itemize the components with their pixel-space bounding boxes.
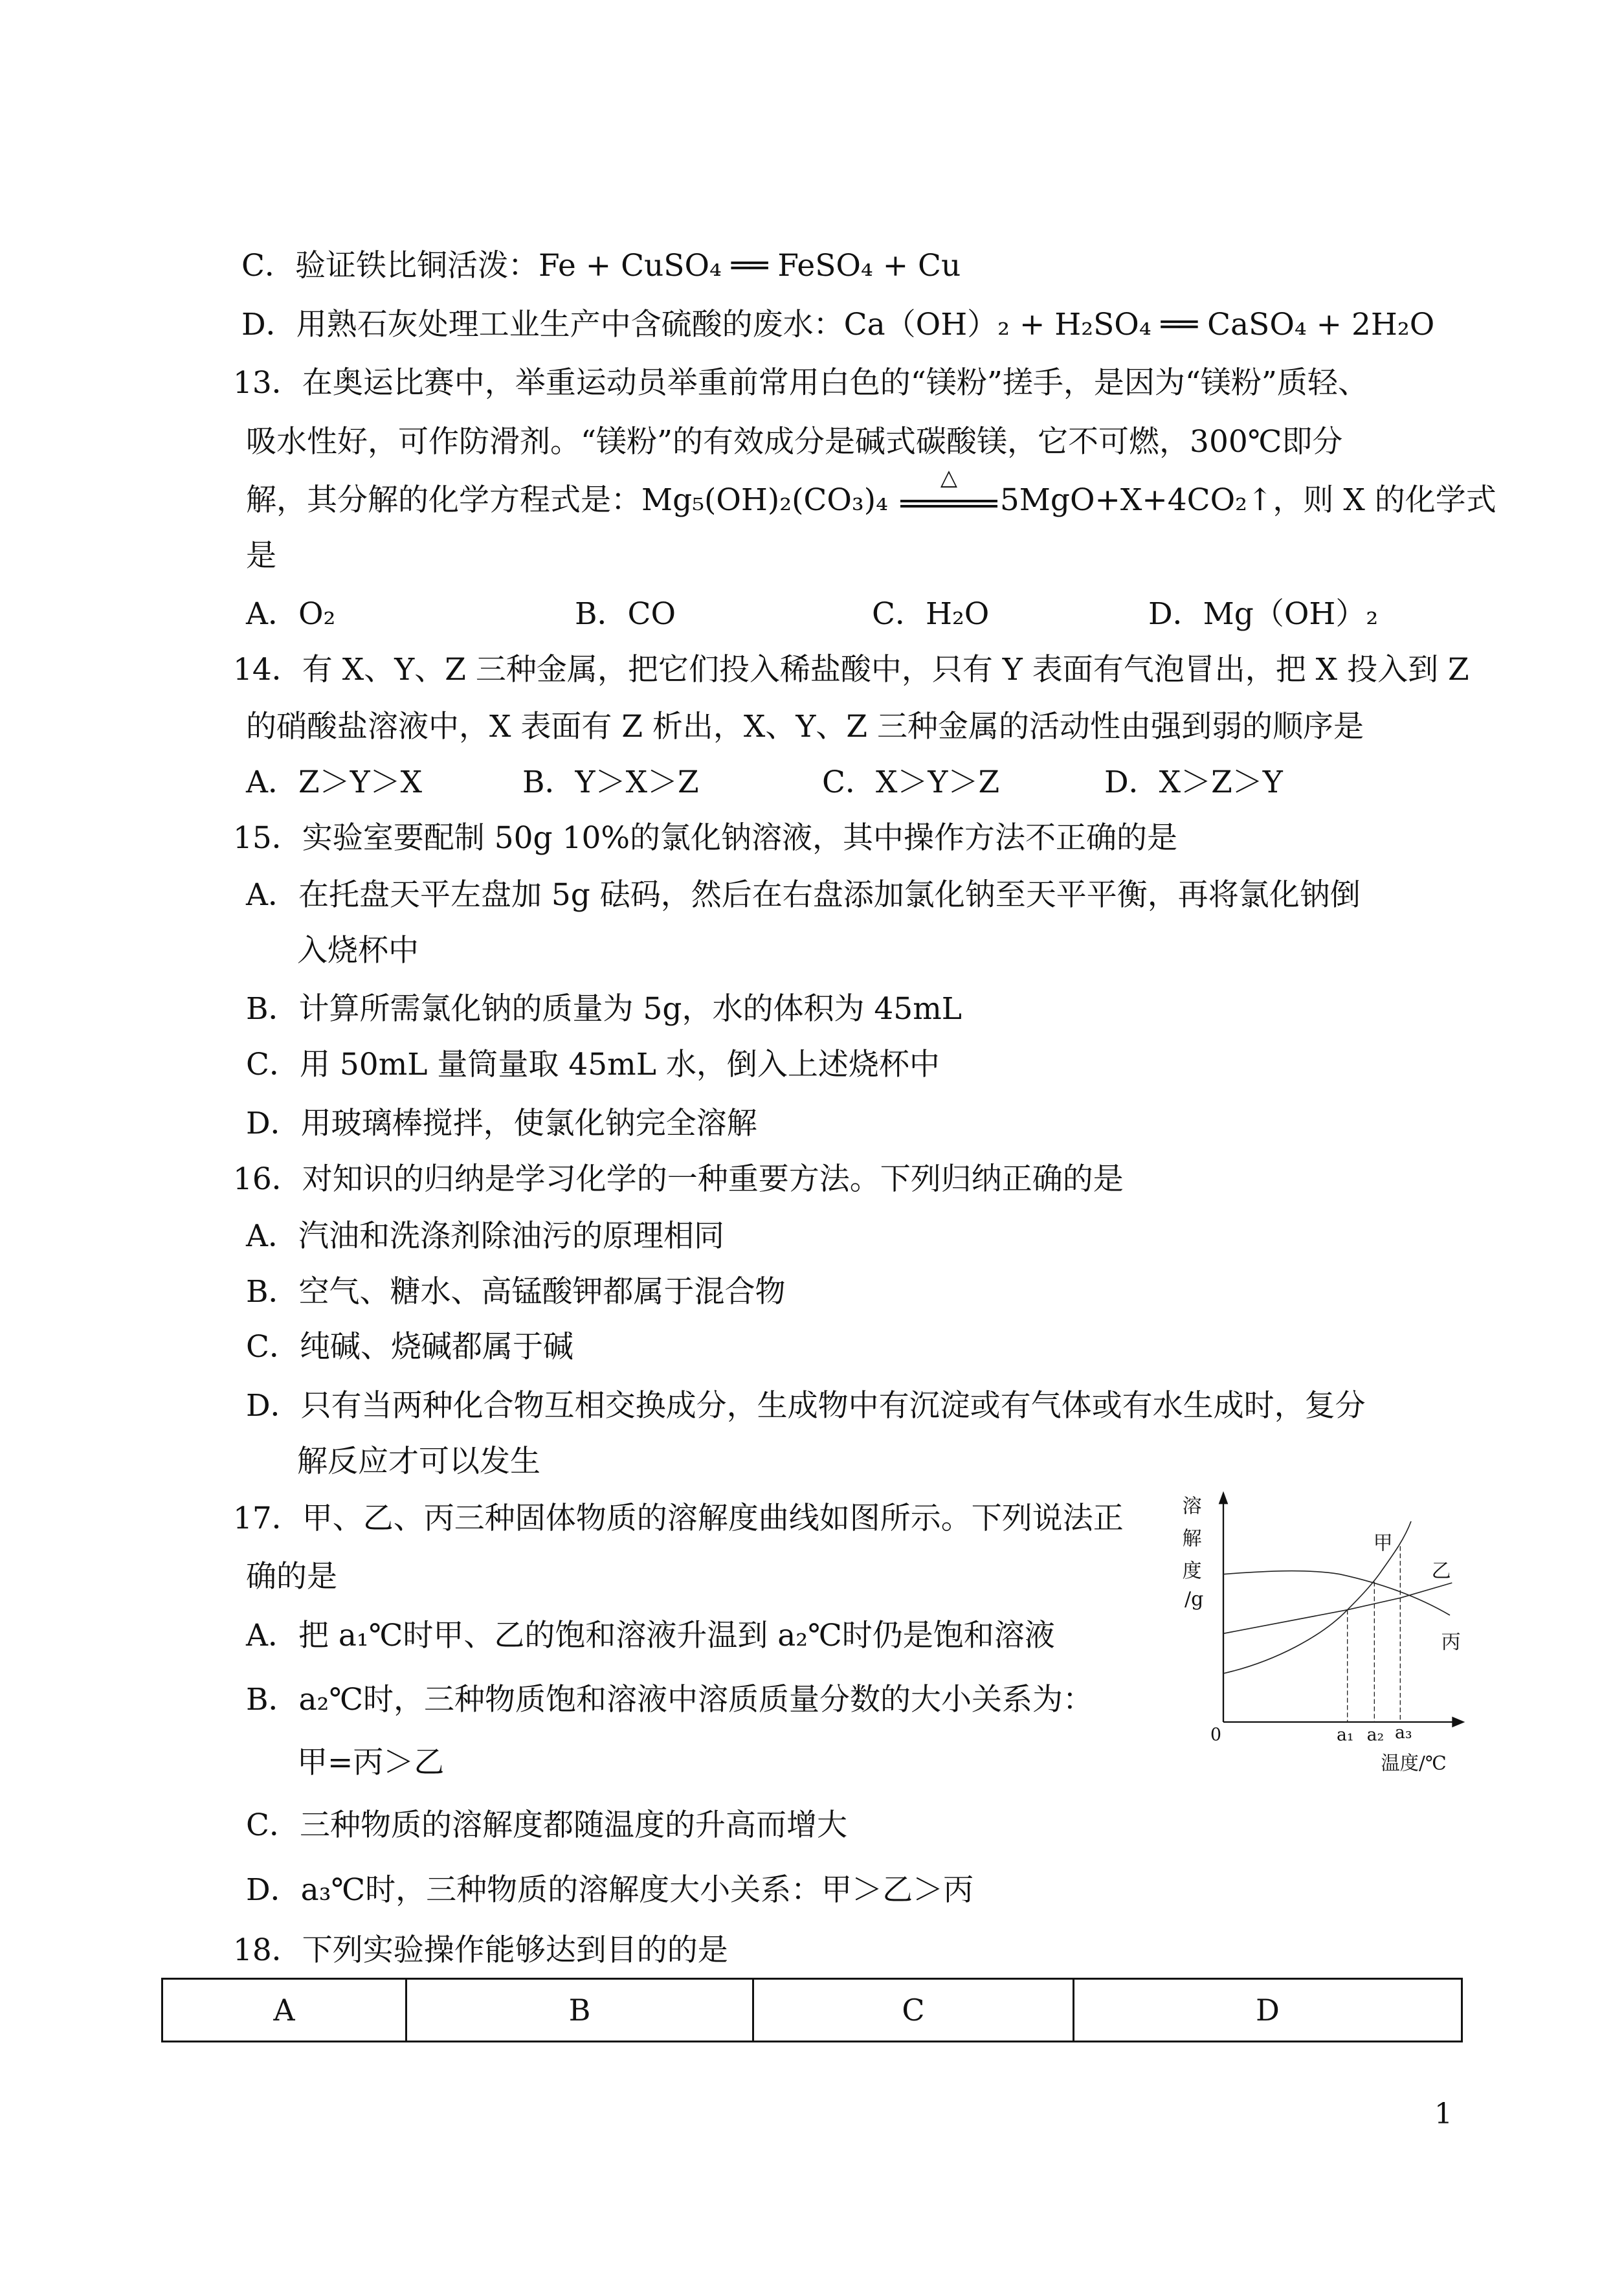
x-axis-label: 温度/℃	[1381, 1752, 1447, 1774]
y-label-2: 解	[1182, 1527, 1202, 1550]
q18-table	[161, 1978, 1463, 2042]
q17-option-b-line2: 甲=丙＞乙	[297, 1745, 445, 1780]
q17-stem-line2: 确的是	[246, 1559, 337, 1594]
q16-option-b: B．空气、糖水、高锰酸钾都属于混合物	[246, 1274, 786, 1310]
q14-stem-line2: 的硝酸盐溶液中，X 表面有 Z 析出，X、Y、Z 三种金属的活动性由强到弱的顺序是	[246, 709, 1364, 744]
q15-option-c: C．用 50mL 量筒量取 45mL 水，倒入上述烧杯中	[246, 1047, 940, 1082]
equation-products: 5MgO+X+4CO₂↑，则 X 的化学式	[999, 482, 1496, 518]
page-number: 1	[1434, 2097, 1452, 2131]
equation-reactant: 解，其分解的化学方程式是：Mg₅(OH)₂(CO₃)₄	[246, 482, 888, 518]
y-label-4: /g	[1185, 1588, 1204, 1611]
q17-option-b-line1: B．a₂℃时，三种物质饱和溶液中溶质质量分数的大小关系为：	[246, 1682, 1093, 1717]
q13-option-b: B．CO	[575, 596, 676, 632]
q12-option-c: C．验证铁比铜活泼：Fe + CuSO₄ ══ FeSO₄ + Cu	[241, 248, 961, 284]
series-label-jia: 甲	[1373, 1532, 1393, 1555]
series-label-bing: 丙	[1441, 1631, 1461, 1654]
table-header-row	[162, 1979, 1462, 2042]
y-label-1: 溶	[1182, 1495, 1202, 1518]
q14-option-c: C．X＞Y＞Z	[822, 765, 1000, 800]
q13-option-c: C．H₂O	[872, 596, 990, 632]
header-c: C	[753, 1979, 1074, 2042]
header-d: D	[1074, 1979, 1462, 2042]
tick-a1: a₁	[1337, 1725, 1354, 1745]
origin-label: 0	[1210, 1725, 1221, 1745]
q14-option-a: A．Z＞Y＞X	[246, 765, 423, 800]
reaction-condition-sign	[900, 465, 997, 515]
q17-option-d: D．a₃℃时，三种物质的溶解度大小关系：甲＞乙＞丙	[246, 1872, 974, 1908]
solubility-curve-chart	[1133, 1476, 1495, 1787]
q17-option-c: C．三种物质的溶解度都随温度的升高而增大	[246, 1807, 847, 1843]
q13-stem-line3	[246, 465, 1496, 526]
q16-stem: 16．对知识的归纳是学习化学的一种重要方法。下列归纳正确的是	[233, 1161, 1124, 1197]
q14-option-b: B．Y＞X＞Z	[522, 765, 699, 800]
tick-a3: a₃	[1395, 1723, 1412, 1743]
curve-yi	[1223, 1583, 1452, 1633]
q14-stem-line1: 14．有 X、Y、Z 三种金属，把它们投入稀盐酸中，只有 Y 表面有气泡冒出，把 X 投入到 Z	[233, 652, 1469, 688]
q14-option-d: D．X＞Z＞Y	[1104, 765, 1283, 800]
heat-triangle-icon: △	[940, 465, 957, 491]
q13-stem-line2: 吸水性好，可作防滑剂。“镁粉”的有效成分是碱式碳酸镁，它不可燃，300℃即分	[246, 424, 1343, 460]
q15-option-b: B．计算所需氯化钠的质量为 5g，水的体积为 45mL	[246, 991, 962, 1027]
tick-a2: a₂	[1366, 1725, 1385, 1745]
q13-stem-line4: 是	[246, 538, 276, 574]
q16-option-c: C．纯碱、烧碱都属于碱	[246, 1329, 573, 1365]
header-a: A	[162, 1979, 406, 2042]
q15-option-a-line1: A．在托盘天平左盘加 5g 砝码，然后在右盘添加氯化钠至天平平衡，再将氯化钠倒	[246, 877, 1361, 913]
q15-option-a-line2: 入烧杯中	[297, 933, 419, 968]
q16-option-a: A．汽油和洗涤剂除油污的原理相同	[246, 1218, 724, 1254]
x-axis-arrow-icon	[1452, 1717, 1465, 1728]
y-axis-arrow-icon	[1219, 1491, 1229, 1504]
q16-option-d-line1: D．只有当两种化合物互相交换成分，生成物中有沉淀或有气体或有水生成时，复分	[246, 1388, 1366, 1424]
header-b: B	[406, 1979, 753, 2042]
q17-stem-line1: 17．甲、乙、丙三种固体物质的溶解度曲线如图所示。下列说法正	[233, 1501, 1124, 1536]
q13-stem-line1: 13．在奥运比赛中，举重运动员举重前常用白色的“镁粉”搓手，是因为“镁粉”质轻、	[233, 365, 1368, 401]
q18-stem: 18．下列实验操作能够达到目的的是	[233, 1932, 728, 1968]
q13-option-a: A．O₂	[246, 596, 336, 632]
y-label-3: 度	[1182, 1560, 1202, 1583]
q12-option-d: D．用熟石灰处理工业生产中含硫酸的废水：Ca（OH）₂ + H₂SO₄ ══ CaSO₄ + 2H₂O	[241, 307, 1435, 342]
q16-option-d-line2: 解反应才可以发生	[297, 1444, 540, 1479]
q15-option-d: D．用玻璃棒搅拌，使氯化钠完全溶解	[246, 1106, 757, 1141]
series-label-yi: 乙	[1431, 1560, 1451, 1583]
q17-option-a: A．把 a₁℃时甲、乙的饱和溶液升温到 a₂℃时仍是饱和溶液	[246, 1618, 1055, 1653]
q14-options	[0, 757, 1624, 809]
q13-options	[0, 588, 1624, 640]
q15-stem: 15．实验室要配制 50g 10%的氯化钠溶液，其中操作方法不正确的是	[233, 820, 1178, 856]
q13-option-d: D．Mg（OH）₂	[1148, 596, 1379, 632]
